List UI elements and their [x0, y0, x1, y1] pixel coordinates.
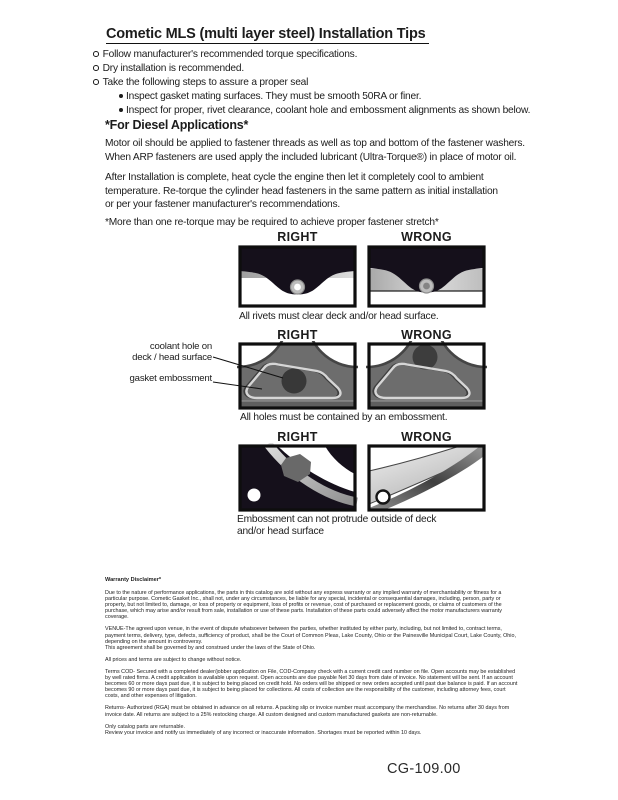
coolant-hole-callout	[116, 342, 212, 363]
page-title: Cometic MLS (multi layer steel) Installation Tips	[106, 26, 429, 44]
dot-bullet-icon	[119, 94, 123, 98]
tip-text: Inspect gasket mating surfaces. They must be smooth 50RA or finer.	[126, 90, 422, 102]
embossment-wrong-diagram	[366, 443, 487, 513]
gasket-embossment-callout: gasket embossment	[129, 373, 212, 384]
circle-bullet-icon	[93, 65, 99, 71]
coolant-hole-wrong-diagram	[366, 341, 487, 411]
rivet-clearance-right-diagram	[237, 244, 358, 309]
right-label: RIGHT	[277, 230, 318, 244]
tip-item	[93, 61, 530, 75]
paragraph-line: temperature. Re-torque the cylinder head fasteners in the same pattern as initial installation	[105, 185, 498, 197]
legal-paragraph: Review your invoice and notify us immediately of any incorrect or inaccurate information. Shortages must be reported within 10 days.	[105, 729, 422, 736]
legal-paragraph: All prices and terms are subject to change without notice.	[105, 656, 242, 663]
right-label: RIGHT	[277, 430, 318, 444]
page-code: CG-109.00	[387, 761, 461, 777]
tip-text: Follow manufacturer's recommended torque specifications.	[102, 48, 358, 60]
diesel-paragraph-2	[105, 171, 498, 212]
tip-item	[93, 47, 530, 61]
warranty-disclaimer-block	[105, 577, 518, 742]
circle-bullet-icon	[93, 79, 99, 85]
paragraph-line: *More than one re-torque may be required to achieve proper fastener stretch*	[105, 217, 439, 228]
dot-bullet-icon	[119, 108, 123, 112]
callout-line: deck / head surface	[132, 351, 212, 363]
right-label: RIGHT	[277, 328, 318, 342]
diesel-applications-heading: *For Diesel Applications*	[105, 118, 249, 132]
circle-bullet-icon	[93, 51, 99, 57]
caption-line: Embossment can not protrude outside of deck	[237, 514, 437, 525]
legal-paragraph: VENUE-The agreed upon venue, in the event of dispute whatsoever between the parties, whether instituted by either party, including, but not limited to, contract terms, payment terms, delivery, type, defects, sufficiency of product, shall be the Court of Common Pleas, Lake County, Ohio or the Painesville Municipal Court, Lake County, Ohio, depending on the amount in controversy.	[105, 626, 516, 645]
tip-text: Inspect for proper, rivet clearance, coolant hole and embossment alignments as shown below.	[126, 104, 531, 116]
wrong-label: WRONG	[401, 230, 452, 244]
paragraph-line: When ARP fasteners are used apply the included lubricant (Ultra-Torque®) in place of motor oil.	[105, 151, 517, 163]
legal-paragraph: Returns- Authorized (RGA) must be obtained in advance on all returns. A packing slip or invoice number must accompany the merchandise. No returns after 30 days from invoice date. All returns are subject to a 25% restocking charge. All custom designed and custom manufactured gaskets are non-returnable.	[105, 705, 510, 718]
tip-text: Take the following steps to assure a proper seal	[102, 76, 309, 88]
installation-tips-list	[93, 47, 530, 117]
tip-item	[93, 75, 530, 89]
paragraph-line: Motor oil should be applied to fastener threads as well as top and bottom of the fastener washers.	[105, 138, 525, 149]
tip-sub-item	[119, 89, 530, 103]
diesel-paragraph-1	[105, 137, 525, 164]
legal-paragraph: This agreement shall be governed by and construed under the laws of the State of Ohio.	[105, 644, 316, 651]
embossment-caption	[237, 514, 436, 538]
rivet-clearance-wrong-diagram	[366, 244, 487, 309]
paragraph-line: or per your fastener manufacturer's recommendations.	[105, 199, 341, 210]
caption-line: and/or head surface	[237, 526, 324, 537]
holes-caption: All holes must be contained by an embossment.	[240, 412, 448, 423]
retorque-note	[105, 216, 439, 230]
legal-paragraph: Due to the nature of performance applications, the parts in this catalog are sold without any express warranty or any implied warranty of merchantability or fitness for a particular purpose. Cometic Gasket Inc., shall not, under any circumstances, be liable for any special, incidental or consequential damages, including, person, party or property, but not limited to, damage, or loss of property or equipment, loss of profits or revenue, cost of purchased or replacement goods, or claims of customers of the purchase, which may arise and/or result from sale, installation or use of these parts. Installation of these parts could adversely affect the motor manufacturers warranty coverage.	[105, 590, 502, 621]
legal-paragraph: Terms COD- Secured with a completed dealer/jobber application on File, COD-Company check with a current credit card number on file. Open accounts may be established by well rated firms. A credit application is available upon request. Open accounts are due payable Net 30 days from date of invoice. No statement will be sent. If an account becomes 60 or more days past due, it is subject to being placed on credit hold. No orders will be shipped or new orders accepted until past due balance is paid. If an account becomes 90 or more days past due, it is subject to being placed for collections. All costs of collection are the responsibility of the customer, including attorney fees, court costs, and other expenses of litigation.	[105, 668, 518, 700]
wrong-label: WRONG	[401, 328, 452, 342]
callout-leader-lines	[210, 350, 302, 395]
paragraph-line: After Installation is complete, heat cycle the engine then let it completely cool to ambient	[105, 172, 484, 183]
warranty-disclaimer-heading: Warranty Disclaimer*	[105, 577, 162, 583]
tip-text: Dry installation is recommended.	[102, 62, 244, 74]
tip-sub-item	[119, 103, 530, 117]
wrong-label: WRONG	[401, 430, 452, 444]
legal-paragraph: Only catalog parts are returnable.	[105, 723, 186, 730]
callout-line: coolant hole on	[149, 341, 212, 352]
embossment-right-diagram	[237, 443, 358, 513]
rivet-caption: All rivets must clear deck and/or head surface.	[239, 311, 439, 322]
